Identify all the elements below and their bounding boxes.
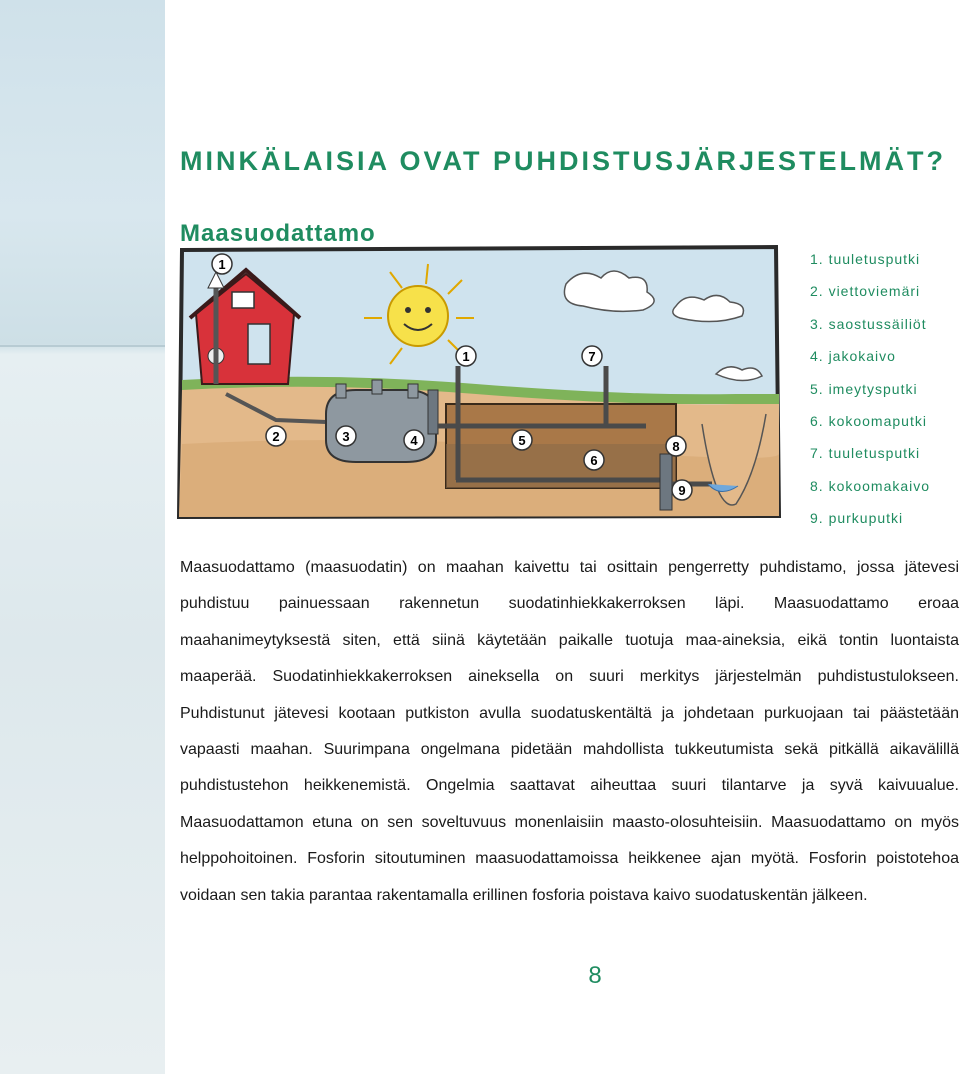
page-title: MINKÄLAISIA OVAT PUHDISTUSJÄRJESTELMÄT? — [180, 146, 947, 177]
maasuodattamo-illustration — [176, 244, 782, 520]
legend-item: 5. imeytysputki — [810, 380, 918, 397]
marker-1-second: 1 — [462, 349, 470, 364]
legend-item: 6. kokoomaputki — [810, 412, 927, 429]
legend-item: 9. purkuputki — [810, 510, 904, 527]
marker-3: 3 — [342, 429, 350, 444]
body-text: Maasuodattamo (maasuodatin) on maahan kaivettu tai osittain pengerretty puhdistamo, jossa jätevesi puhdistuu painuessaan rakennetun suodatinhiekkakerroksen läpi. Maasuodattamo eroaa maahanimeytyksestä siten, että siinä käytetään paikalle tuotuja maa-aineksia, eikä tontin luontaista maaperää. Suodatinhiekkakerroksen aineksella on suuri merkitys järjestelmän puhdistustulokseen. Puhdistunut jätevesi kootaan putkiston avulla suodatuskentältä ja johdetaan purkuojaan tai päästetään vapaasti maahan. Suurimpana ongelmana pidetään mahdollista tukkeutumista sekä pitkällä aikavälillä puhdistustehon heikkenemistä. Ongelmia saattavat aiheuttaa suuri tilantarve ja syvä kaivuualue. Maasuodattamon etuna on sen soveltuvuus monenlaisiin maasto-olosuhteisiin. Maasuodattamo on myös helppohoitoinen. Fosforin sitoutuminen maasuodattamoissa heikkenee ajan myötä. Fosforin poistotehoa voidaan sen takia parantaa rakentamalla erillinen fosforia poistava kaivo suodatuskentän jälkeen. — [180, 559, 959, 904]
marker-1: 1 — [218, 257, 226, 272]
page-number: 8 — [588, 962, 602, 989]
distribution-well — [428, 390, 438, 434]
marker-5: 5 — [518, 433, 526, 448]
marker-4: 4 — [410, 433, 418, 448]
legend-item: 7. tuuletusputki — [810, 445, 921, 462]
body-paragraph — [180, 550, 959, 914]
sun — [388, 286, 448, 346]
marker-7: 7 — [588, 349, 596, 364]
marker-6: 6 — [590, 453, 598, 468]
legend-item: 1. tuuletusputki — [810, 251, 921, 267]
decorative-side-band — [0, 0, 165, 1074]
collection-well — [660, 454, 672, 510]
legend-item: 3. saostussäiliöt — [810, 315, 927, 332]
legend-item: 4. jakokaivo — [810, 348, 896, 365]
section-title: Maasuodattamo — [180, 219, 376, 247]
legend-item: 2. viettoviemäri — [810, 283, 921, 300]
marker-9: 9 — [678, 483, 686, 498]
marker-2: 2 — [272, 429, 280, 444]
component-legend — [810, 248, 930, 540]
marker-8: 8 — [672, 439, 680, 454]
legend-item: 8. kokoomakaivo — [810, 477, 931, 494]
